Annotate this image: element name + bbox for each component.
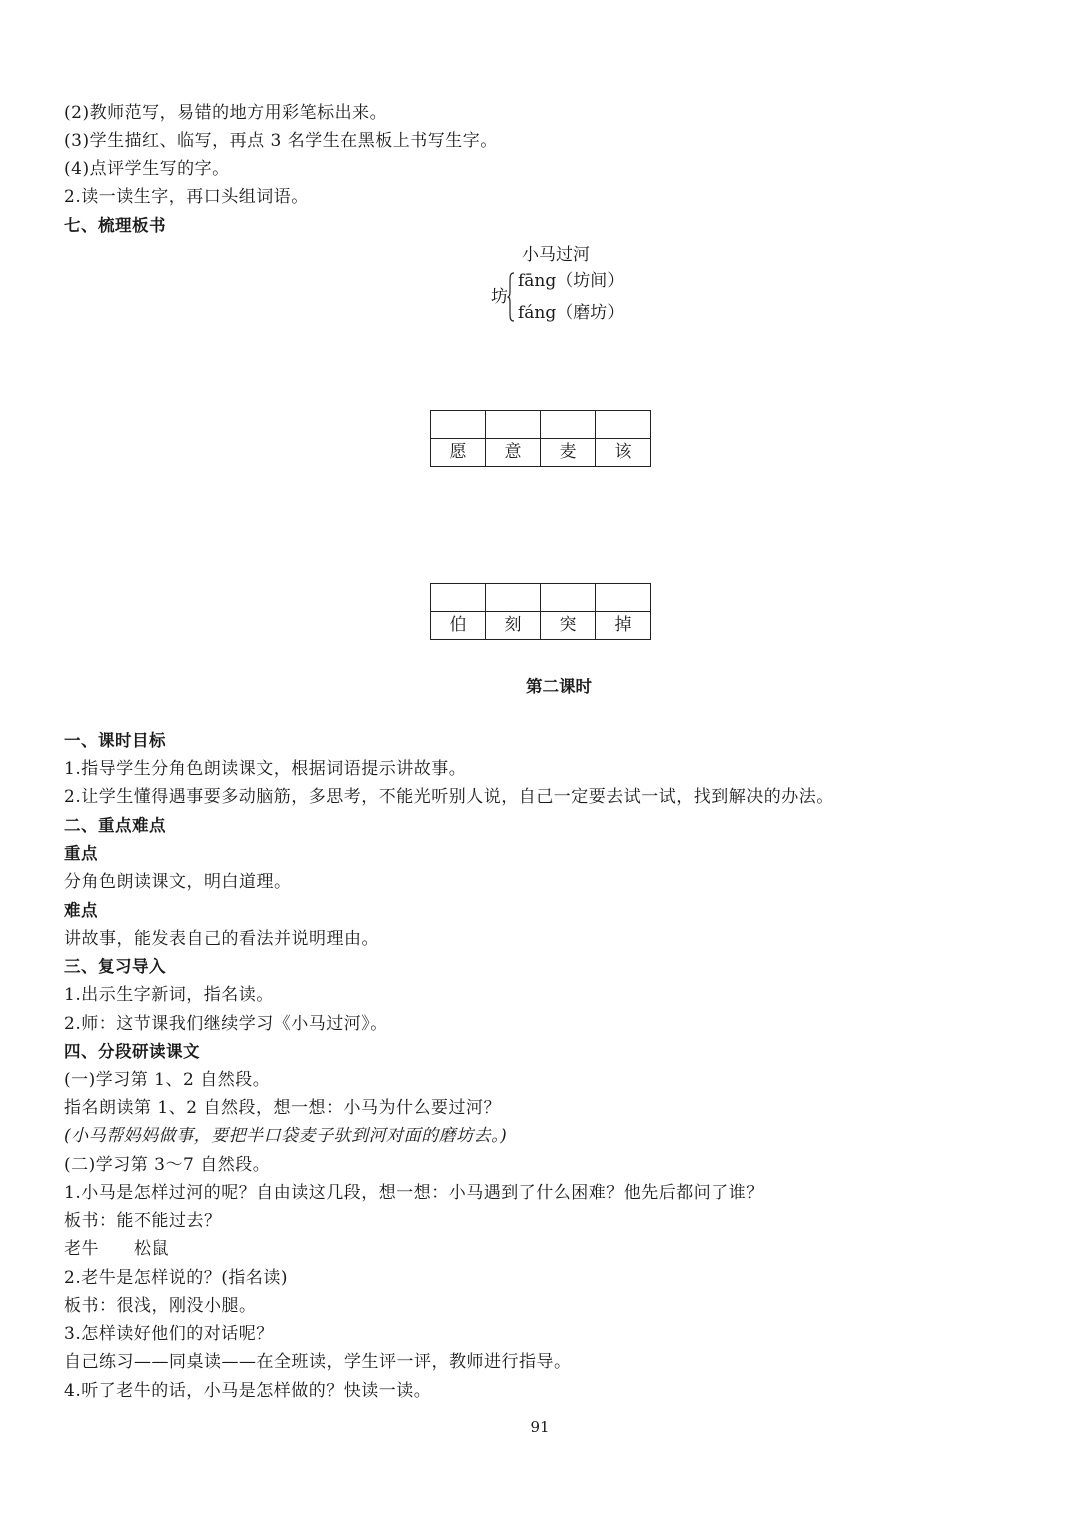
text-line: (3)学生描红、临写，再点 3 名学生在黑板上书写生字。	[64, 131, 498, 151]
lesson-title: 第二课时	[526, 677, 592, 696]
text-line: 分角色朗读课文，明白道理。	[64, 872, 292, 892]
character-grid-1	[430, 410, 651, 467]
text-line: 3.怎样读好他们的对话呢？	[64, 1324, 274, 1344]
sub-heading: 难点	[64, 901, 98, 920]
text-line: 板书：能不能过去？	[64, 1211, 222, 1231]
board-character: 坊	[491, 287, 508, 307]
text-line: 自己练习——同桌读——在全班读，学生评一评，教师进行指导。	[64, 1352, 572, 1372]
text-line: 老牛 松鼠	[64, 1239, 169, 1259]
board-title: 小马过河	[522, 245, 590, 265]
text-line: 2.师：这节课我们继续学习《小马过河》。	[64, 1014, 388, 1034]
text-line: 2.让学生懂得遇事要多动脑筋，多思考，不能光听别人说，自己一定要去试一试，找到解决的办法。	[64, 787, 834, 807]
text-line: 1.小马是怎样过河的呢？自由读这几段，想一想：小马遇到了什么困难？他先后都问了谁？	[64, 1183, 764, 1203]
grid-char-cell: 麦	[541, 439, 596, 467]
answer-line: (小马帮妈妈做事，要把半口袋麦子驮到河对面的磨坊去。)	[64, 1126, 508, 1146]
section-heading: 七、梳理板书	[64, 216, 166, 235]
text-line: 讲故事，能发表自己的看法并说明理由。	[64, 929, 379, 949]
grid-blank-cell	[541, 411, 596, 439]
grid-blank-cell	[431, 411, 486, 439]
text-line: (2)教师范写，易错的地方用彩笔标出来。	[64, 103, 388, 123]
brace-icon	[507, 272, 515, 322]
text-line: 2.老牛是怎样说的？(指名读)	[64, 1268, 288, 1288]
grid-blank-cell	[596, 584, 651, 612]
grid-char-cell: 伯	[431, 612, 486, 640]
text-line: 2.读一读生字，再口头组词语。	[64, 187, 309, 207]
grid-char-cell: 突	[541, 612, 596, 640]
grid-blank-cell	[541, 584, 596, 612]
text-line: 1.指导学生分角色朗读课文，根据词语提示讲故事。	[64, 759, 467, 779]
character-grid-2	[430, 583, 651, 640]
sub-heading: 重点	[64, 844, 98, 863]
grid-blank-cell	[486, 411, 541, 439]
pinyin-reading-2: fáng（磨坊）	[518, 303, 625, 323]
text-line: (一)学习第 1、2 自然段。	[64, 1070, 271, 1090]
grid-blank-cell	[431, 584, 486, 612]
grid-char-cell: 掉	[596, 612, 651, 640]
grid-blank-cell	[486, 584, 541, 612]
section-heading: 四、分段研读课文	[64, 1042, 200, 1061]
text-line: 指名朗读第 1、2 自然段，想一想：小马为什么要过河？	[64, 1098, 501, 1118]
grid-blank-cell	[596, 411, 651, 439]
section-heading: 三、复习导入	[64, 957, 166, 976]
section-heading: 一、课时目标	[64, 731, 166, 750]
text-line: 1.出示生字新词，指名读。	[64, 985, 274, 1005]
grid-char-cell: 该	[596, 439, 651, 467]
pinyin-reading-1: fāng（坊间）	[518, 271, 625, 291]
text-line: (二)学习第 3～7 自然段。	[64, 1155, 271, 1175]
page-number: 91	[530, 1418, 550, 1436]
text-line: (4)点评学生写的字。	[64, 159, 230, 179]
grid-char-cell: 刻	[486, 612, 541, 640]
grid-char-cell: 意	[486, 439, 541, 467]
section-heading: 二、重点难点	[64, 816, 166, 835]
text-line: 4.听了老牛的话，小马是怎样做的？快读一读。	[64, 1381, 432, 1401]
text-line: 板书：很浅，刚没小腿。	[64, 1296, 257, 1316]
grid-char-cell: 愿	[431, 439, 486, 467]
